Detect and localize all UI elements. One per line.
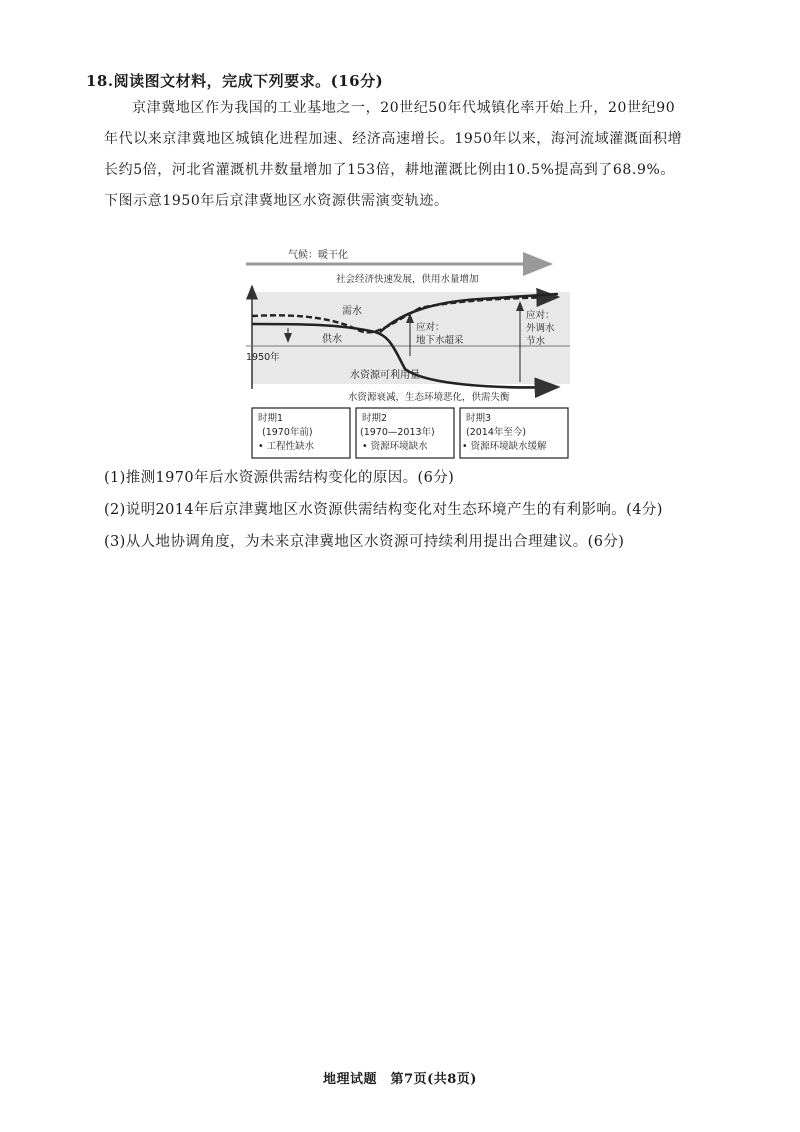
response1-line2: 地下水超采	[416, 335, 464, 346]
year-label: 1950年	[246, 352, 280, 363]
figure-svg	[240, 244, 570, 464]
period-1-desc: • 工程性缺水	[258, 441, 315, 452]
supply-label: 供水	[322, 334, 342, 345]
period-box-3	[460, 408, 568, 458]
page-footer: 地理试题 第7页(共8页)	[323, 1072, 477, 1087]
demand-label: 需水	[342, 306, 362, 317]
water-supply-demand-figure	[240, 244, 570, 464]
period-1-range: (1970年前)	[262, 427, 313, 438]
paragraph-line-2: 年代以来京津冀地区城镇化进程加速、经济高速增长。1950年以来，海河流域灌溉面积增	[104, 131, 683, 147]
sub-question-3: (3)从人地协调角度，为未来京津冀地区水资源可持续利用提出合理建议。(6分)	[104, 534, 625, 550]
response1-line1: 应对：	[416, 322, 445, 333]
period-box-1	[252, 408, 350, 458]
available-label: 水资源可利用量	[350, 370, 420, 381]
period-1-name: 时期1	[258, 413, 284, 424]
top-label: 社会经济快速发展，供用水量增加	[336, 274, 479, 285]
period-box-2	[356, 408, 454, 458]
sub-question-1: (1)推测1970年后水资源供需结构变化的原因。(6分)	[104, 470, 455, 486]
paragraph-line-1: 京津冀地区作为我国的工业基地之一，20世纪50年代城镇化率开始上升，20世纪90	[132, 100, 676, 116]
paragraph-line-4: 下图示意1950年后京津冀地区水资源供需演变轨迹。	[104, 193, 449, 209]
period-2-name: 时期2	[362, 413, 388, 424]
bottom-label: 水资源衰减，生态环境恶化，供需失衡	[348, 392, 510, 403]
period-2-desc: • 资源环境缺水	[362, 441, 428, 452]
sub-question-2: (2)说明2014年后京津冀地区水资源供需结构变化对生态环境产生的有利影响。(4分)	[104, 502, 663, 518]
period-2-range: (1970—2013年)	[360, 427, 435, 438]
response2-line2: 外调水	[526, 323, 555, 334]
climate-label: 气候：暖干化	[288, 250, 348, 261]
response2-line3: 节水	[526, 336, 546, 347]
period-3-desc: • 资源环境缺水缓解	[462, 441, 547, 452]
period-3-range: (2014年至今)	[466, 427, 527, 438]
period-3-name: 时期3	[466, 413, 492, 424]
question-title: 18.阅读图文材料，完成下列要求。(16分)	[86, 72, 384, 90]
response2-line1: 应对：	[526, 310, 555, 321]
paragraph-line-3: 长约5倍，河北省灌溉机井数量增加了153倍，耕地灌溉比例由10.5%提高到了68.9%。	[104, 162, 675, 178]
